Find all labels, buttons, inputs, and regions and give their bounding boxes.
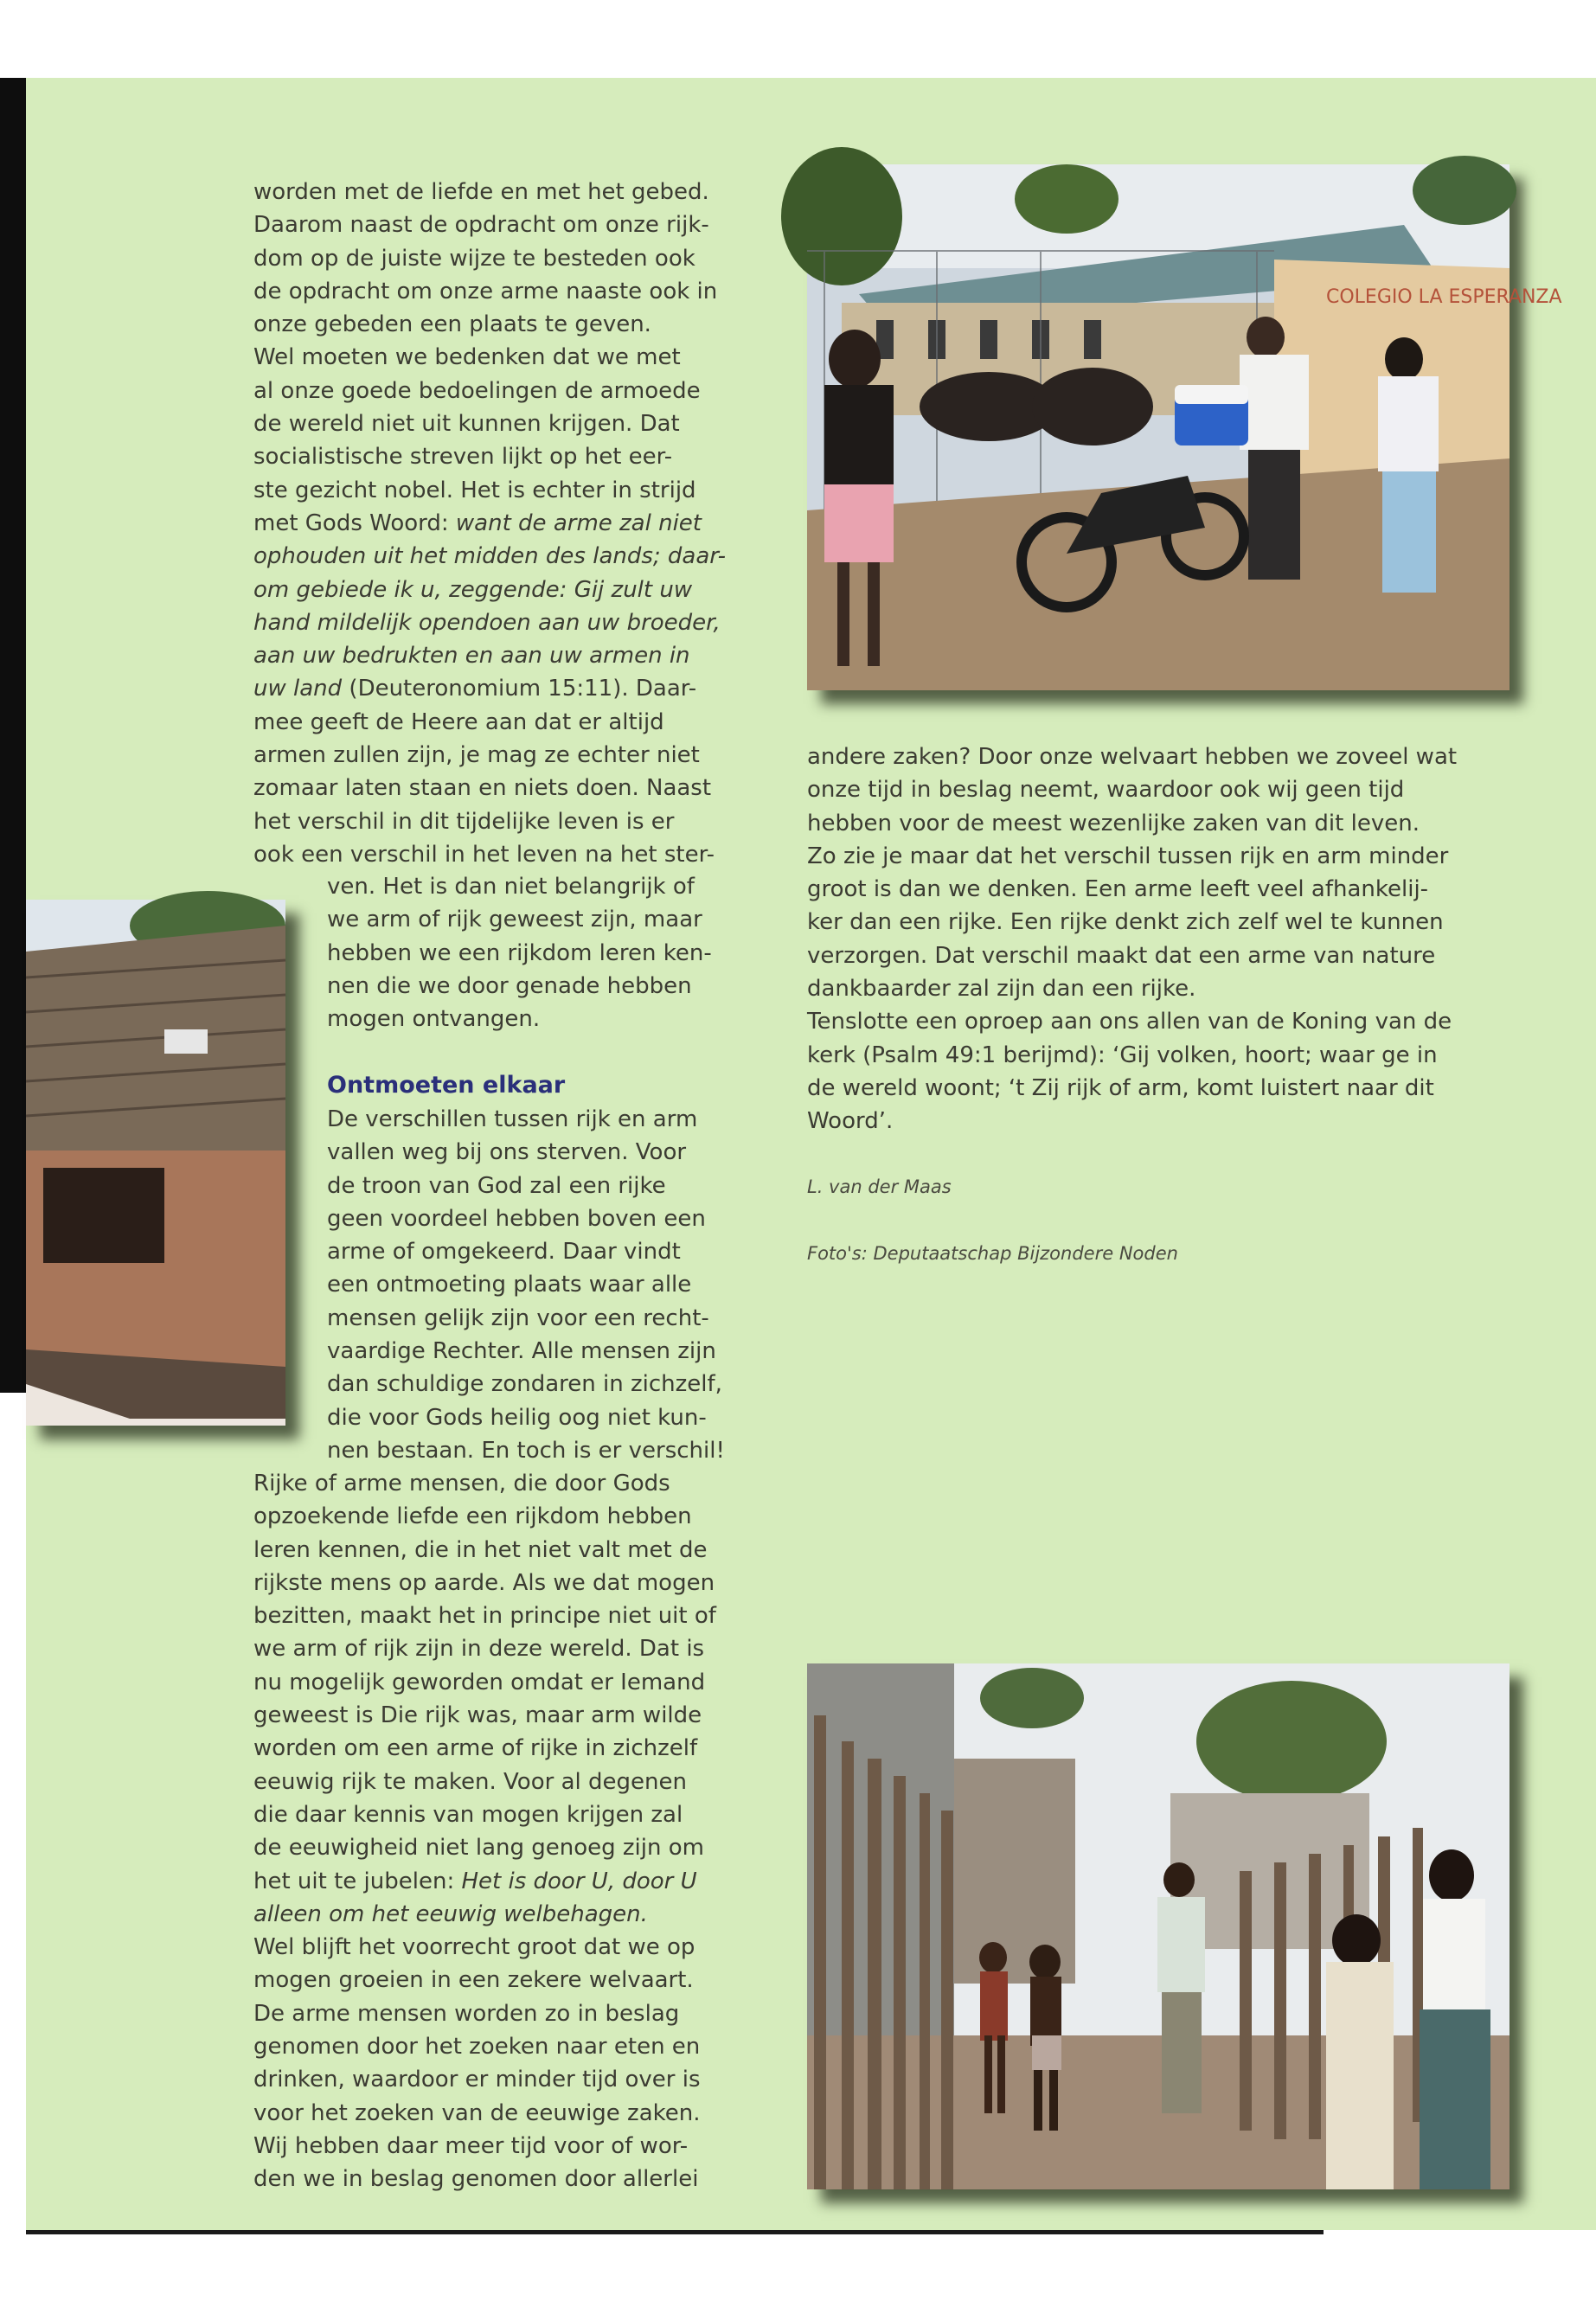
text-line xyxy=(327,1202,725,1235)
text-run: met Gods Woord: xyxy=(253,510,456,536)
text-line xyxy=(327,1235,725,1268)
text-run: andere zaken? Door onze welvaart hebben we zoveel wat xyxy=(807,744,1458,770)
text-run: worden met de liefde en met het gebed. xyxy=(253,179,709,205)
text-line xyxy=(807,1039,1457,1072)
left-column-section-text xyxy=(327,1103,725,1467)
text-run: mogen groeien in een zekere welvaart. xyxy=(253,1967,694,1994)
text-line xyxy=(253,474,726,507)
text-line xyxy=(807,740,1457,773)
text-run: hebben we een rijkdom leren ken- xyxy=(327,939,712,966)
text-run: socialistische streven lijkt op het eer- xyxy=(253,444,673,471)
text-run: ook een verschil in het leven na het ster- xyxy=(253,841,715,868)
photo-school-yard xyxy=(807,164,1562,690)
text-run: de troon van God zal een rijke xyxy=(327,1172,666,1199)
text-line xyxy=(807,939,1457,972)
text-run: dankbaarder zal zijn dan een rijke. xyxy=(807,976,1196,1003)
text-line xyxy=(253,838,726,871)
text-line xyxy=(253,341,726,374)
italic-run: ophouden uit het midden des lands; daar- xyxy=(253,543,726,570)
text-line xyxy=(807,972,1457,1005)
text-run: dom op de juiste wijze te besteden ook xyxy=(253,245,695,272)
text-line xyxy=(253,606,726,639)
text-line xyxy=(253,407,726,440)
text-line xyxy=(253,1534,716,1567)
text-run: de wereld niet uit kunnen krijgen. Dat xyxy=(253,411,680,438)
text-line xyxy=(253,1964,716,1997)
text-run: mensen gelijk zijn voor een recht- xyxy=(327,1304,709,1331)
text-run: de wereld woont; ‘t Zij rijk of arm, komt luistert naar dit xyxy=(807,1074,1434,1101)
italic-run: om gebiede ik u, zeggende: Gij zult uw xyxy=(253,576,693,603)
italic-run: want de arme zal niet xyxy=(455,510,702,536)
left-column-indented-text xyxy=(327,870,712,1035)
text-run: Rijke of arme mensen, die door Gods xyxy=(253,1471,670,1497)
text-line xyxy=(253,1567,716,1599)
text-run: al onze goede bedoelingen de armoede xyxy=(253,377,701,404)
text-line xyxy=(253,1865,716,1898)
text-run: die voor Gods heilig oog niet kun- xyxy=(327,1404,707,1431)
text-line xyxy=(807,807,1457,840)
text-run: mee geeft de Heere aan dat er altijd xyxy=(253,708,664,735)
text-line xyxy=(253,672,726,705)
italic-run: alleen om het eeuwig welbehagen. xyxy=(253,1900,648,1927)
text-run: nen die we door genade hebben xyxy=(327,972,692,999)
text-line xyxy=(253,805,726,838)
photo-credit: Foto's: Deputaatschap Bijzondere Noden xyxy=(807,1243,1178,1264)
text-run: (Deuteronomium 15:11). Daar- xyxy=(342,676,697,702)
text-line xyxy=(253,507,726,540)
text-line xyxy=(327,1302,725,1335)
right-column-text xyxy=(807,740,1457,1138)
text-line xyxy=(327,970,712,1003)
text-line xyxy=(327,1401,725,1434)
page-bottom-edge xyxy=(26,2230,1324,2234)
left-column-top-text xyxy=(253,176,726,871)
text-run: geweest is Die rijk was, maar arm wilde xyxy=(253,1702,702,1729)
text-run: we arm of rijk zijn in deze wereld. Dat is xyxy=(253,1636,705,1663)
section-heading-block xyxy=(327,1069,565,1102)
text-line xyxy=(253,2030,716,2063)
text-line xyxy=(327,1368,725,1400)
text-run: rijkste mens op aarde. Als we dat mogen xyxy=(253,1569,715,1596)
text-run: Zo zie je maar dat het verschil tussen rijk en arm minder xyxy=(807,843,1449,869)
text-line xyxy=(253,1831,716,1864)
text-run: geen voordeel hebben boven een xyxy=(327,1205,706,1232)
text-line xyxy=(327,903,712,936)
text-run: ste gezicht nobel. Het is echter in strijd xyxy=(253,477,696,503)
text-run: een ontmoeting plaats waar alle xyxy=(327,1272,692,1298)
text-line xyxy=(253,176,726,208)
text-run: groot is dan we denken. Een arme leeft veel afhankelij- xyxy=(807,876,1429,903)
photo-village-children xyxy=(807,1663,1509,2189)
text-run: nu mogelijk geworden omdat er Iemand xyxy=(253,1669,706,1695)
text-line xyxy=(253,1798,716,1831)
text-line xyxy=(253,1766,716,1798)
text-line xyxy=(253,1599,716,1632)
text-run: dan schuldige zondaren in zichzelf, xyxy=(327,1371,722,1398)
text-run: Tenslotte een oproep aan ons allen van de Koning van de xyxy=(807,1009,1452,1035)
text-line xyxy=(253,208,726,241)
text-line xyxy=(327,1170,725,1202)
text-line xyxy=(253,1467,716,1500)
text-line xyxy=(327,1003,712,1035)
text-line xyxy=(253,1500,716,1533)
section-heading: Ontmoeten elkaar xyxy=(327,1072,566,1099)
text-run: genomen door het zoeken naar eten en xyxy=(253,2034,701,2061)
text-run: we arm of rijk geweest zijn, maar xyxy=(327,907,702,933)
text-run: hebben voor de meest wezenlijke zaken van dit leven. xyxy=(807,810,1420,836)
text-run: den we in beslag genomen door allerlei xyxy=(253,2166,699,2193)
italic-run: uw land xyxy=(253,676,343,702)
text-line xyxy=(253,2097,716,2130)
text-run: het verschil in dit tijdelijke leven is er xyxy=(253,808,675,835)
text-line xyxy=(807,906,1457,939)
text-line xyxy=(253,1666,716,1699)
text-run: De arme mensen worden zo in beslag xyxy=(253,2000,680,2027)
left-column-bottom-text xyxy=(253,1467,716,2196)
text-line xyxy=(253,772,726,804)
text-run: kerk (Psalm 49:1 berijmd): ‘Gij volken, hoort; waar ge in xyxy=(807,1042,1438,1068)
text-run: Wij hebben daar meer tijd voor of wor- xyxy=(253,2132,689,2159)
text-run: bezitten, maakt het in principe niet uit of xyxy=(253,1603,716,1630)
text-line xyxy=(327,870,712,903)
text-line xyxy=(253,440,726,473)
italic-run: aan uw bedrukten en aan uw armen in xyxy=(253,643,690,670)
page-edge-strip xyxy=(0,78,26,1393)
text-line xyxy=(253,1732,716,1765)
text-line xyxy=(253,540,726,573)
text-run: voor het zoeken van de eeuwige zaken. xyxy=(253,2099,701,2126)
text-line xyxy=(253,639,726,672)
text-line xyxy=(253,1997,716,2030)
text-run: Daarom naast de opdracht om onze rijk- xyxy=(253,212,709,239)
text-line xyxy=(253,1898,716,1931)
school-sign-text: COLEGIO LA ESPERANZA xyxy=(1326,286,1562,308)
text-line xyxy=(253,375,726,407)
text-line xyxy=(327,1103,725,1136)
text-line xyxy=(807,873,1457,906)
text-line xyxy=(253,2163,716,2195)
text-run: onze gebeden een plaats te geven. xyxy=(253,311,651,338)
text-line xyxy=(807,1105,1457,1138)
text-line xyxy=(253,2063,716,2096)
text-run: Wel blijft het voorrecht groot dat we op xyxy=(253,1934,695,1961)
text-line xyxy=(253,574,726,606)
text-line xyxy=(807,1005,1457,1038)
text-line xyxy=(807,773,1457,806)
author-credit: L. van der Maas xyxy=(807,1176,952,1197)
text-line xyxy=(807,1072,1457,1105)
italic-run: hand mildelijk opendoen aan uw broeder, xyxy=(253,609,721,636)
text-run: arme of omgekeerd. Daar vindt xyxy=(327,1239,681,1266)
text-line xyxy=(253,739,726,772)
text-line xyxy=(327,1434,725,1467)
text-line xyxy=(253,242,726,275)
text-run: de opdracht om onze arme naaste ook in xyxy=(253,278,718,304)
text-run: het uit te jubelen: xyxy=(253,1868,462,1894)
text-run: ven. Het is dan niet belangrijk of xyxy=(327,874,695,900)
text-run: leren kennen, die in het niet valt met de xyxy=(253,1536,708,1563)
text-run: die daar kennis van mogen krijgen zal xyxy=(253,1801,683,1828)
text-line xyxy=(253,2130,716,2163)
text-line xyxy=(253,275,726,308)
text-line xyxy=(327,1136,725,1169)
text-line xyxy=(253,1699,716,1732)
text-line xyxy=(253,1931,716,1964)
text-run: vallen weg bij ons sterven. Voor xyxy=(327,1139,687,1166)
text-run: de eeuwigheid niet lang genoeg zijn om xyxy=(253,1835,704,1862)
text-run: opzoekende liefde een rijkdom hebben xyxy=(253,1503,692,1530)
text-run: zomaar laten staan en niets doen. Naast xyxy=(253,775,712,802)
text-line xyxy=(327,1335,725,1368)
text-run: worden om een arme of rijke in zichzelf xyxy=(253,1735,698,1762)
text-line xyxy=(327,1268,725,1301)
text-run: nen bestaan. En toch is er verschil! xyxy=(327,1437,725,1464)
photo-thatched-hut xyxy=(26,900,285,1426)
text-run: armen zullen zijn, je mag ze echter niet xyxy=(253,742,700,769)
text-run: verzorgen. Dat verschil maakt dat een arme van nature xyxy=(807,942,1436,969)
italic-run: Het is door U, door U xyxy=(461,1868,697,1894)
text-run: eeuwig rijk te maken. Voor al degenen xyxy=(253,1768,687,1795)
text-run: vaardige Rechter. Alle mensen zijn xyxy=(327,1338,716,1365)
text-line xyxy=(253,1632,716,1665)
text-run: ker dan een rijke. Een rijke denkt zich zelf wel te kunnen xyxy=(807,909,1444,936)
text-line xyxy=(807,840,1457,873)
text-run: Wel moeten we bedenken dat we met xyxy=(253,344,681,371)
text-line xyxy=(253,706,726,739)
text-run: drinken, waardoor er minder tijd over is xyxy=(253,2067,701,2093)
text-run: Woord’. xyxy=(807,1108,894,1135)
text-run: mogen ontvangen. xyxy=(327,1006,541,1033)
text-line xyxy=(253,308,726,341)
text-run: De verschillen tussen rijk en arm xyxy=(327,1106,698,1132)
text-line xyxy=(327,937,712,970)
text-run: onze tijd in beslag neemt, waardoor ook wij geen tijd xyxy=(807,777,1405,804)
